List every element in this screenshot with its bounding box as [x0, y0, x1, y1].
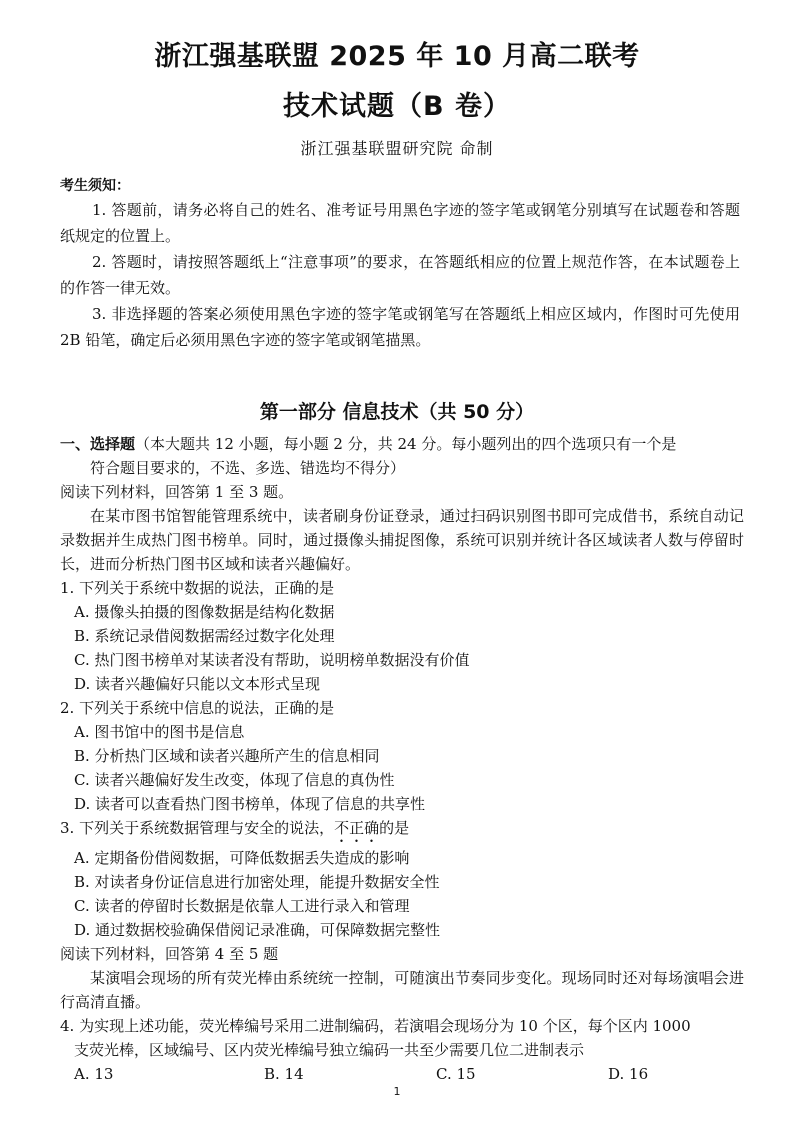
- option-row: [60, 1062, 744, 1086]
- exam-title: 浙江强基联盟 2025 年 10 月高二联考: [154, 41, 640, 72]
- option-a: A. 图书馆中的图书是信息: [74, 723, 245, 741]
- option-b: B. 分析热门区域和读者兴趣所产生的信息相同: [74, 747, 380, 765]
- question-3: [60, 816, 744, 942]
- option-b: B. 系统记录借阅数据需经过数字化处理: [74, 627, 335, 645]
- part-title: 第一部分 信息技术（共 50 分）: [259, 401, 535, 423]
- exam-subtitle: 技术试题（B 卷）: [283, 91, 511, 122]
- option-d: D. 通过数据校验确保借阅记录准确，可保障数据完整性: [74, 921, 441, 939]
- reading-instruction: 阅读下列材料，回答第 1 至 3 题。: [60, 483, 294, 501]
- option-c: C. 读者兴趣偏好发生改变，体现了信息的真伪性: [74, 771, 395, 789]
- question-stem: 4. 为实现上述功能，荧光棒编号采用二进制编码，若演唱会现场分为 10 个区，每个区内 1000: [60, 1017, 691, 1035]
- reading-instruction: 阅读下列材料，回答第 4 至 5 题: [60, 945, 279, 963]
- option-a: A. 定期备份借阅数据，可降低数据丢失造成的影响: [74, 849, 410, 867]
- question-section: [60, 432, 744, 1086]
- option-b: B. 14: [264, 1065, 304, 1083]
- option-a: A. 摄像头拍摄的图像数据是结构化数据: [74, 603, 335, 621]
- question-stem: [60, 816, 744, 846]
- section-description: （本大题共 12 小题，每小题 2 分，共 24 分。每小题列出的四个选项只有一个是: [135, 435, 677, 453]
- section-description-cont: 符合题目要求的，不选、多选、错选均不得分）: [90, 459, 406, 477]
- option-d: D. 读者兴趣偏好只能以文本形式呈现: [74, 675, 321, 693]
- question-2: [60, 696, 744, 816]
- question-stem: 1. 下列关于系统中数据的说法，正确的是: [60, 579, 335, 597]
- option-d: D. 16: [608, 1065, 649, 1083]
- stem-before: 3. 下列关于系统数据管理与安全的说法，: [60, 819, 335, 837]
- notice-list: [60, 197, 740, 353]
- question-4: [60, 1014, 744, 1086]
- reading-material: 在某市图书馆智能管理系统中，读者刷身份证登录，通过扫码识别图书即可完成借书，系统自动记录数据并生成热门图书榜单。同时，通过摄像头捕捉图像，系统可识别并统计各区域读者人数与停留时长，进而分析热门图书区域和读者兴趣偏好。: [60, 507, 744, 573]
- option-a: A. 13: [74, 1065, 114, 1083]
- option-c: C. 读者的停留时长数据是依靠人工进行录入和管理: [74, 897, 410, 915]
- question-1: [60, 576, 744, 696]
- section-label: 一、选择题: [60, 435, 136, 453]
- notice-item: 3. 非选择题的答案必须使用黑色字迹的签字笔或钢笔写在答题纸上相应区域内，作图时可先使用 2B 铅笔，确定后必须用黑色字迹的签字笔或钢笔描黑。: [60, 305, 740, 349]
- question-stem: 2. 下列关于系统中信息的说法，正确的是: [60, 699, 335, 717]
- notice-heading: 考生须知：: [60, 178, 130, 194]
- option-c: C. 15: [436, 1065, 476, 1083]
- page-number: 1: [393, 1085, 401, 1098]
- stem-after: 的是: [379, 819, 410, 837]
- option-d: D. 读者可以查看热门图书榜单，体现了信息的共享性: [74, 795, 426, 813]
- reading-material: 某演唱会现场的所有荧光棒由系统统一控制，可随演出节奏同步变化。现场同时还对每场演唱会进行高清直播。: [60, 969, 744, 1011]
- question-stem-cont: 支荧光棒，区域编号、区内荧光棒编号独立编码一共至少需要几位二进制表示: [74, 1041, 585, 1059]
- notice-item: 1. 答题前，请务必将自己的姓名、准考证号用黑色字迹的签字笔或钢笔分别填写在试题卷和答题纸规定的位置上。: [60, 201, 740, 245]
- section-heading: [60, 432, 744, 456]
- option-c: C. 热门图书榜单对某读者没有帮助，说明榜单数据没有价值: [74, 651, 470, 669]
- stem-emphasis: 不正确: [334, 819, 380, 837]
- option-b: B. 对读者身份证信息进行加密处理，能提升数据安全性: [74, 873, 440, 891]
- exam-author: 浙江强基联盟研究院 命制: [300, 139, 494, 158]
- notice-item: 2. 答题时，请按照答题纸上“注意事项”的要求，在答题纸相应的位置上规范作答，在本试题卷上的作答一律无效。: [60, 253, 740, 297]
